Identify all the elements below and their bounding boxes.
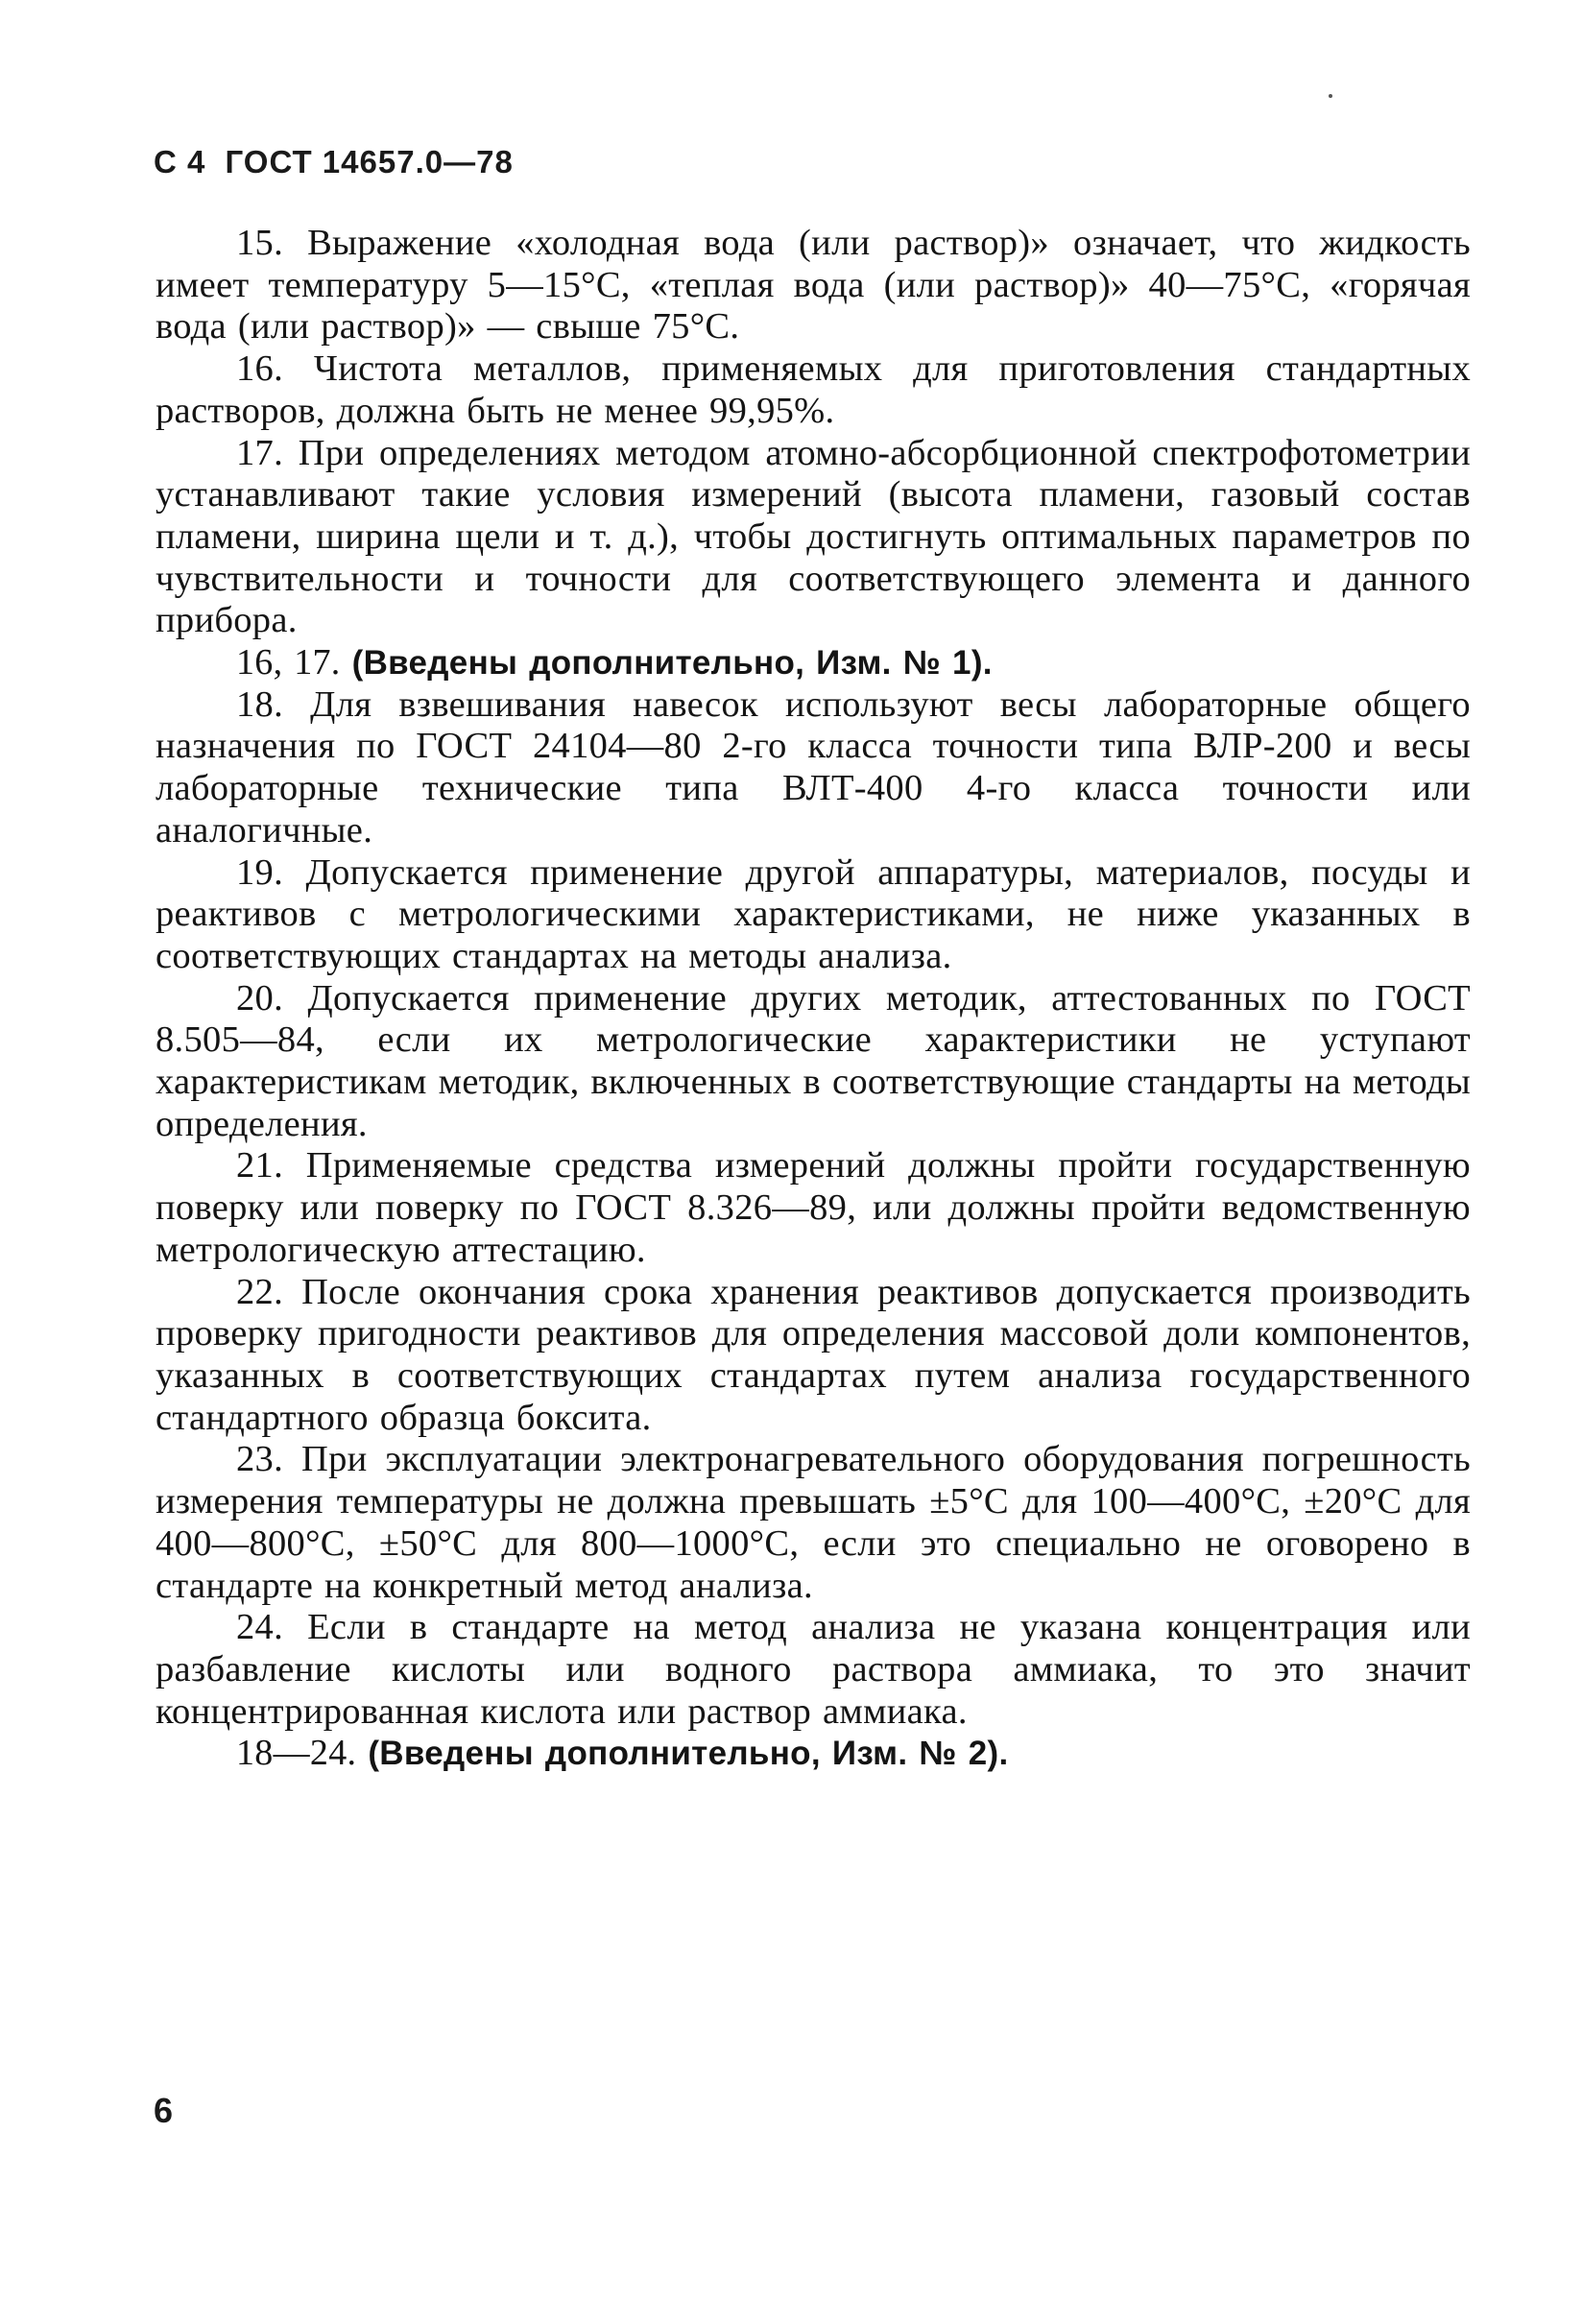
page-header (154, 144, 514, 180)
paragraph-20: 20. Допускается применение других методик, аттестованных по ГОСТ 8.505—84, если их метрологические характеристики не уступают характеристикам методик, включенных в соответствующие стандарты на методы определения. (156, 977, 1471, 1144)
amendment-note-2-ref: 18—24. (236, 1733, 357, 1774)
amendment-note-1 (156, 642, 1471, 684)
header-standard: ГОСТ 14657.0—78 (225, 144, 514, 180)
amendment-note-2 (156, 1733, 1471, 1775)
paragraph-21: 21. Применяемые средства измерений должны пройти государственную поверку или поверку по ГОСТ 8.326—89, или должны пройти ведомственную метрологическую аттестацию. (156, 1145, 1471, 1270)
paragraph-19: 19. Допускается применение другой аппаратуры, материалов, посуды и реактивов с метрологическими характеристиками, не ниже указанных в соответствующих стандартах на методы анализа. (156, 851, 1471, 976)
paragraph-23: 23. При эксплуатации электронагревательного оборудования погрешность измерения температуры не должна превышать ±5°C для 100—400°C, ±20°C для 400—800°C, ±50°C для 800—1000°C, если это специально не оговорено в стандарте на конкретный метод анализа. (156, 1439, 1471, 1606)
paragraph-18: 18. Для взвешивания навесок используют весы лабораторные общего назначения по ГОСТ 24104—80 2-го класса точности типа ВЛР-200 и весы лабораторные технические типа ВЛТ-400 4-го класса точности или аналогичные. (156, 683, 1471, 851)
paragraph-17: 17. При определениях методом атомно-абсорбционной спектрофотометрии устанавливают такие условия измерений (высота пламени, газовый состав пламени, ширина щели и т. д.), чтобы достигнуть оптимальных параметров по чувствительности и точности для соответствующего элемента и данного прибора. (156, 432, 1471, 641)
header-page-label: С 4 (154, 144, 206, 180)
amendment-note-2-text: (Введены дополнительно, Изм. № 2). (368, 1735, 1009, 1773)
scan-speck (1329, 94, 1332, 98)
paragraph-16: 16. Чистота металлов, применяемых для приготовления стандартных растворов, должна быть не менее 99,95%. (156, 348, 1471, 431)
document-body (156, 223, 1471, 1775)
amendment-note-1-ref: 16, 17. (236, 642, 341, 683)
paragraph-15: 15. Выражение «холодная вода (или раствор)» означает, что жидкость имеет температуру 5—15°C, «теплая вода (или раствор)» 40—75°C, «горячая вода (или раствор)» — свыше 75°C. (156, 223, 1471, 347)
page-number: 6 (154, 2091, 174, 2130)
paragraph-22: 22. После окончания срока хранения реактивов допускается производить проверку пригодности реактивов для определения массовой доли компонентов, указанных в соответствующих стандартах путем анализа государственного стандартного образца боксита. (156, 1271, 1471, 1438)
paragraph-24: 24. Если в стандарте на метод анализа не указана концентрация или разбавление кислоты или водного раствора аммиака, то это значит концентрированная кислота или раствор аммиака. (156, 1607, 1471, 1732)
amendment-note-1-text: (Введены дополнительно, Изм. № 1). (351, 644, 993, 683)
